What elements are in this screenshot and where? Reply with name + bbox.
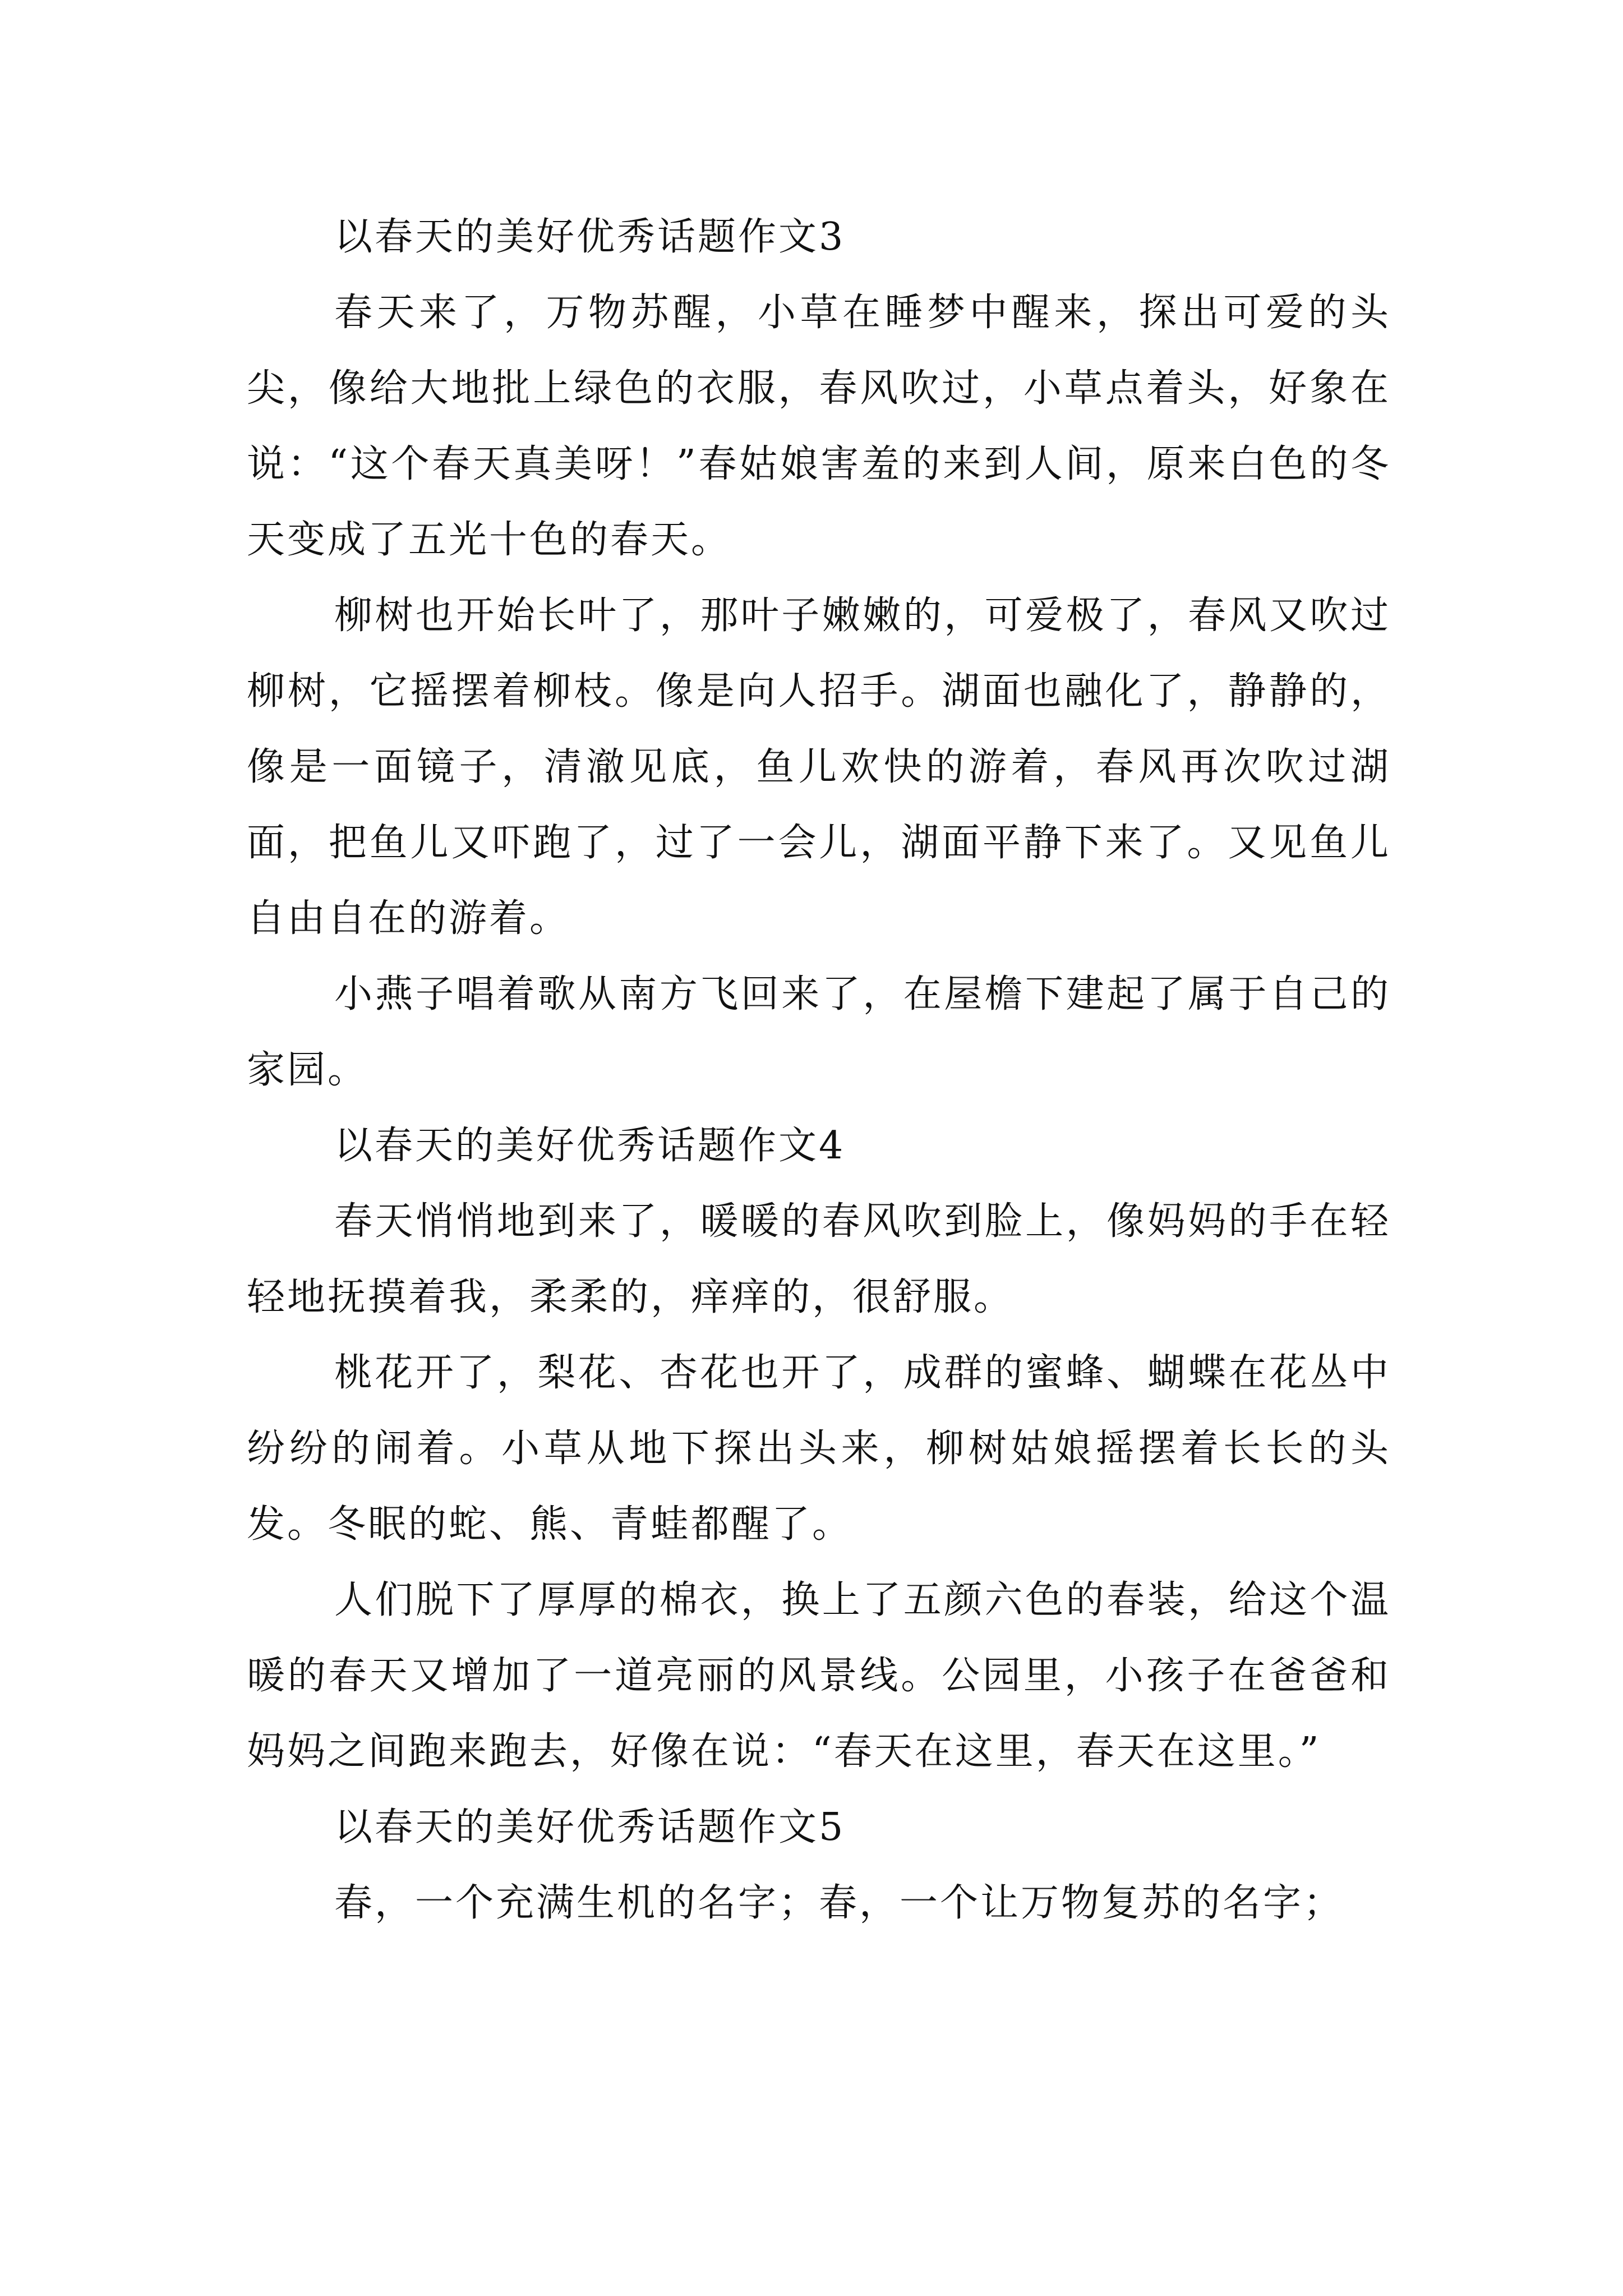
paragraph: 春天悄悄地到来了，暖暖的春风吹到脸上，像妈妈的手在轻轻地抚摸着我，柔柔的，痒痒的，很舒服。 (247, 1199, 1391, 1319)
article-body (247, 199, 1391, 1941)
paragraph: 春，一个充满生机的名字；春，一个让万物复苏的名字； (334, 1881, 1344, 1925)
essay-heading-3: 以春天的美好优秀话题作文3 (334, 215, 846, 259)
paragraph: 柳树也开始长叶了，那叶子嫩嫩的，可爱极了，春风又吹过柳树，它摇摆着柳枝。像是向人招手。湖面也融化了，静静的，像是一面镜子，清澈见底，鱼儿欢快的游着，春风再次吹过湖面，把鱼儿又吓跑了，过了一会儿，湖面平静下来了。又见鱼儿自由自在的游着。 (247, 593, 1391, 941)
essay-heading-5: 以春天的美好优秀话题作文5 (334, 1805, 846, 1849)
paragraph: 春天来了，万物苏醒，小草在睡梦中醒来，探出可爱的头尖，像给大地批上绿色的衣服，春风吹过，小草点着头，好象在说：“这个春天真美呀！”春姑娘害羞的来到人间，原来白色的冬天变成了五光十色的春天。 (247, 291, 1391, 562)
paragraph: 小燕子唱着歌从南方飞回来了，在屋檐下建起了属于自己的家园。 (247, 972, 1391, 1092)
paragraph: 桃花开了，梨花、杏花也开了，成群的蜜蜂、蝴蝶在花丛中纷纷的闹着。小草从地下探出头来，柳树姑娘摇摆着长长的头发。冬眠的蛇、熊、青蛙都醒了。 (247, 1351, 1391, 1547)
paragraph: 人们脱下了厚厚的棉衣，换上了五颜六色的春装，给这个温暖的春天又增加了一道亮丽的风景线。公园里，小孩子在爸爸和妈妈之间跑来跑去，好像在说：“春天在这里，春天在这里。” (247, 1578, 1391, 1774)
essay-heading-4: 以春天的美好优秀话题作文4 (334, 1124, 846, 1168)
